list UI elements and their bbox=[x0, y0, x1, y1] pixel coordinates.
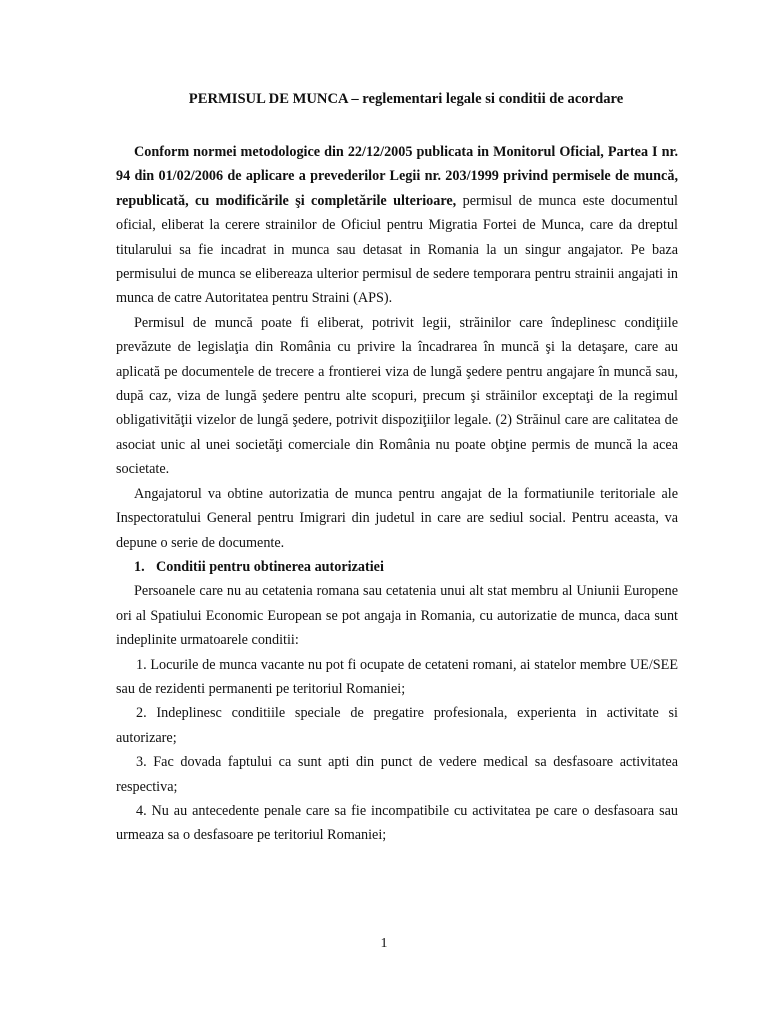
condition-item-1: 1. Locurile de munca vacante nu pot fi ocupate de cetateni romani, ai statelor membre UE/SEE sau de rezidenti permanenti pe teritoriul Romaniei; bbox=[116, 656, 678, 697]
section-heading bbox=[116, 555, 678, 579]
section-number: 1. bbox=[134, 558, 145, 575]
paragraph-4: Persoanele care nu au cetatenia romana sau cetatenia unui alt stat membru al Uniunii Europene ori al Spatiului Economic European se pot angaja in Romania, cu autorizatie de munca, daca sunt indeplinite urmatoarele conditii: bbox=[116, 583, 678, 649]
intro-bold-text: Conform normei metodologice din 22/12/2005 publicata in Monitorul Oficial, Partea I nr. 94 din 01/02/2006 de aplicare a prevederilor Legii nr. 203/1999 privind permisele de muncă, republicată, cu modificările şi completările ulterioare, bbox=[116, 144, 678, 209]
document-title: PERMISUL DE MUNCA – reglementari legale si conditii de acordare bbox=[188, 91, 624, 107]
condition-item-3: 3. Fac dovada faptului ca sunt apti din punct de vedere medical sa desfasoare activitatea respectiva; bbox=[116, 754, 678, 795]
document-page bbox=[116, 0, 678, 1024]
intro-rest-text: permisul de munca este documentul oficial, eliberat la cerere strainilor de Oficiul pentru Migratia Fortei de Munca, care da dreptul titularului sa fie incadrat in munca sau detasat in Romania la un singur angajator. Pe baza permisului de munca se elibereaza ulterior permisul de sedere temporara pentru strainii angajati in munca de catre Autoritatea pentru Straini (APS). bbox=[116, 192, 678, 307]
section-heading-text: Conditii pentru obtinerea autorizatiei bbox=[156, 558, 384, 575]
condition-item-4: 4. Nu au antecedente penale care sa fie incompatibile cu activitatea pe care o desfasoara sau urmeaza sa o desfasoare pe teritoriul Romaniei; bbox=[116, 802, 678, 844]
document-body bbox=[116, 140, 678, 848]
page-number: 1 bbox=[380, 936, 388, 951]
intro-paragraph bbox=[116, 140, 678, 311]
paragraph-3: Angajatorul va obtine autorizatia de munca pentru angajat de la formatiunile teritoriale ale Inspectoratului General pentru Imigrari din judetul in care are sediul social. Pentru aceasta, va depune o serie de documente. bbox=[116, 485, 678, 551]
paragraph-2: Permisul de muncă poate fi eliberat, potrivit legii, străinilor care îndeplinesc condiţiile prevăzute de legislaţia din România cu privire la încadrarea în muncă şi la detaşare, care au aplicată pe documentele de trecere a frontierei viza de lungă şedere pentru angajare în muncă sau, după caz, viza de lungă şedere pentru alte scopuri, precum şi străinilor exceptaţi de la regimul obligativităţii vizelor de lungă şedere, potrivit dispoziţiilor legale. (2) Străinul care are calitatea de asociat unic al unei societăţi comerciale din România nu poate obţine permis de muncă la acea societate. bbox=[116, 314, 678, 478]
condition-item-2: 2. Indeplinesc conditiile speciale de pregatire profesionala, experienta in activitate si autorizare; bbox=[116, 705, 678, 746]
